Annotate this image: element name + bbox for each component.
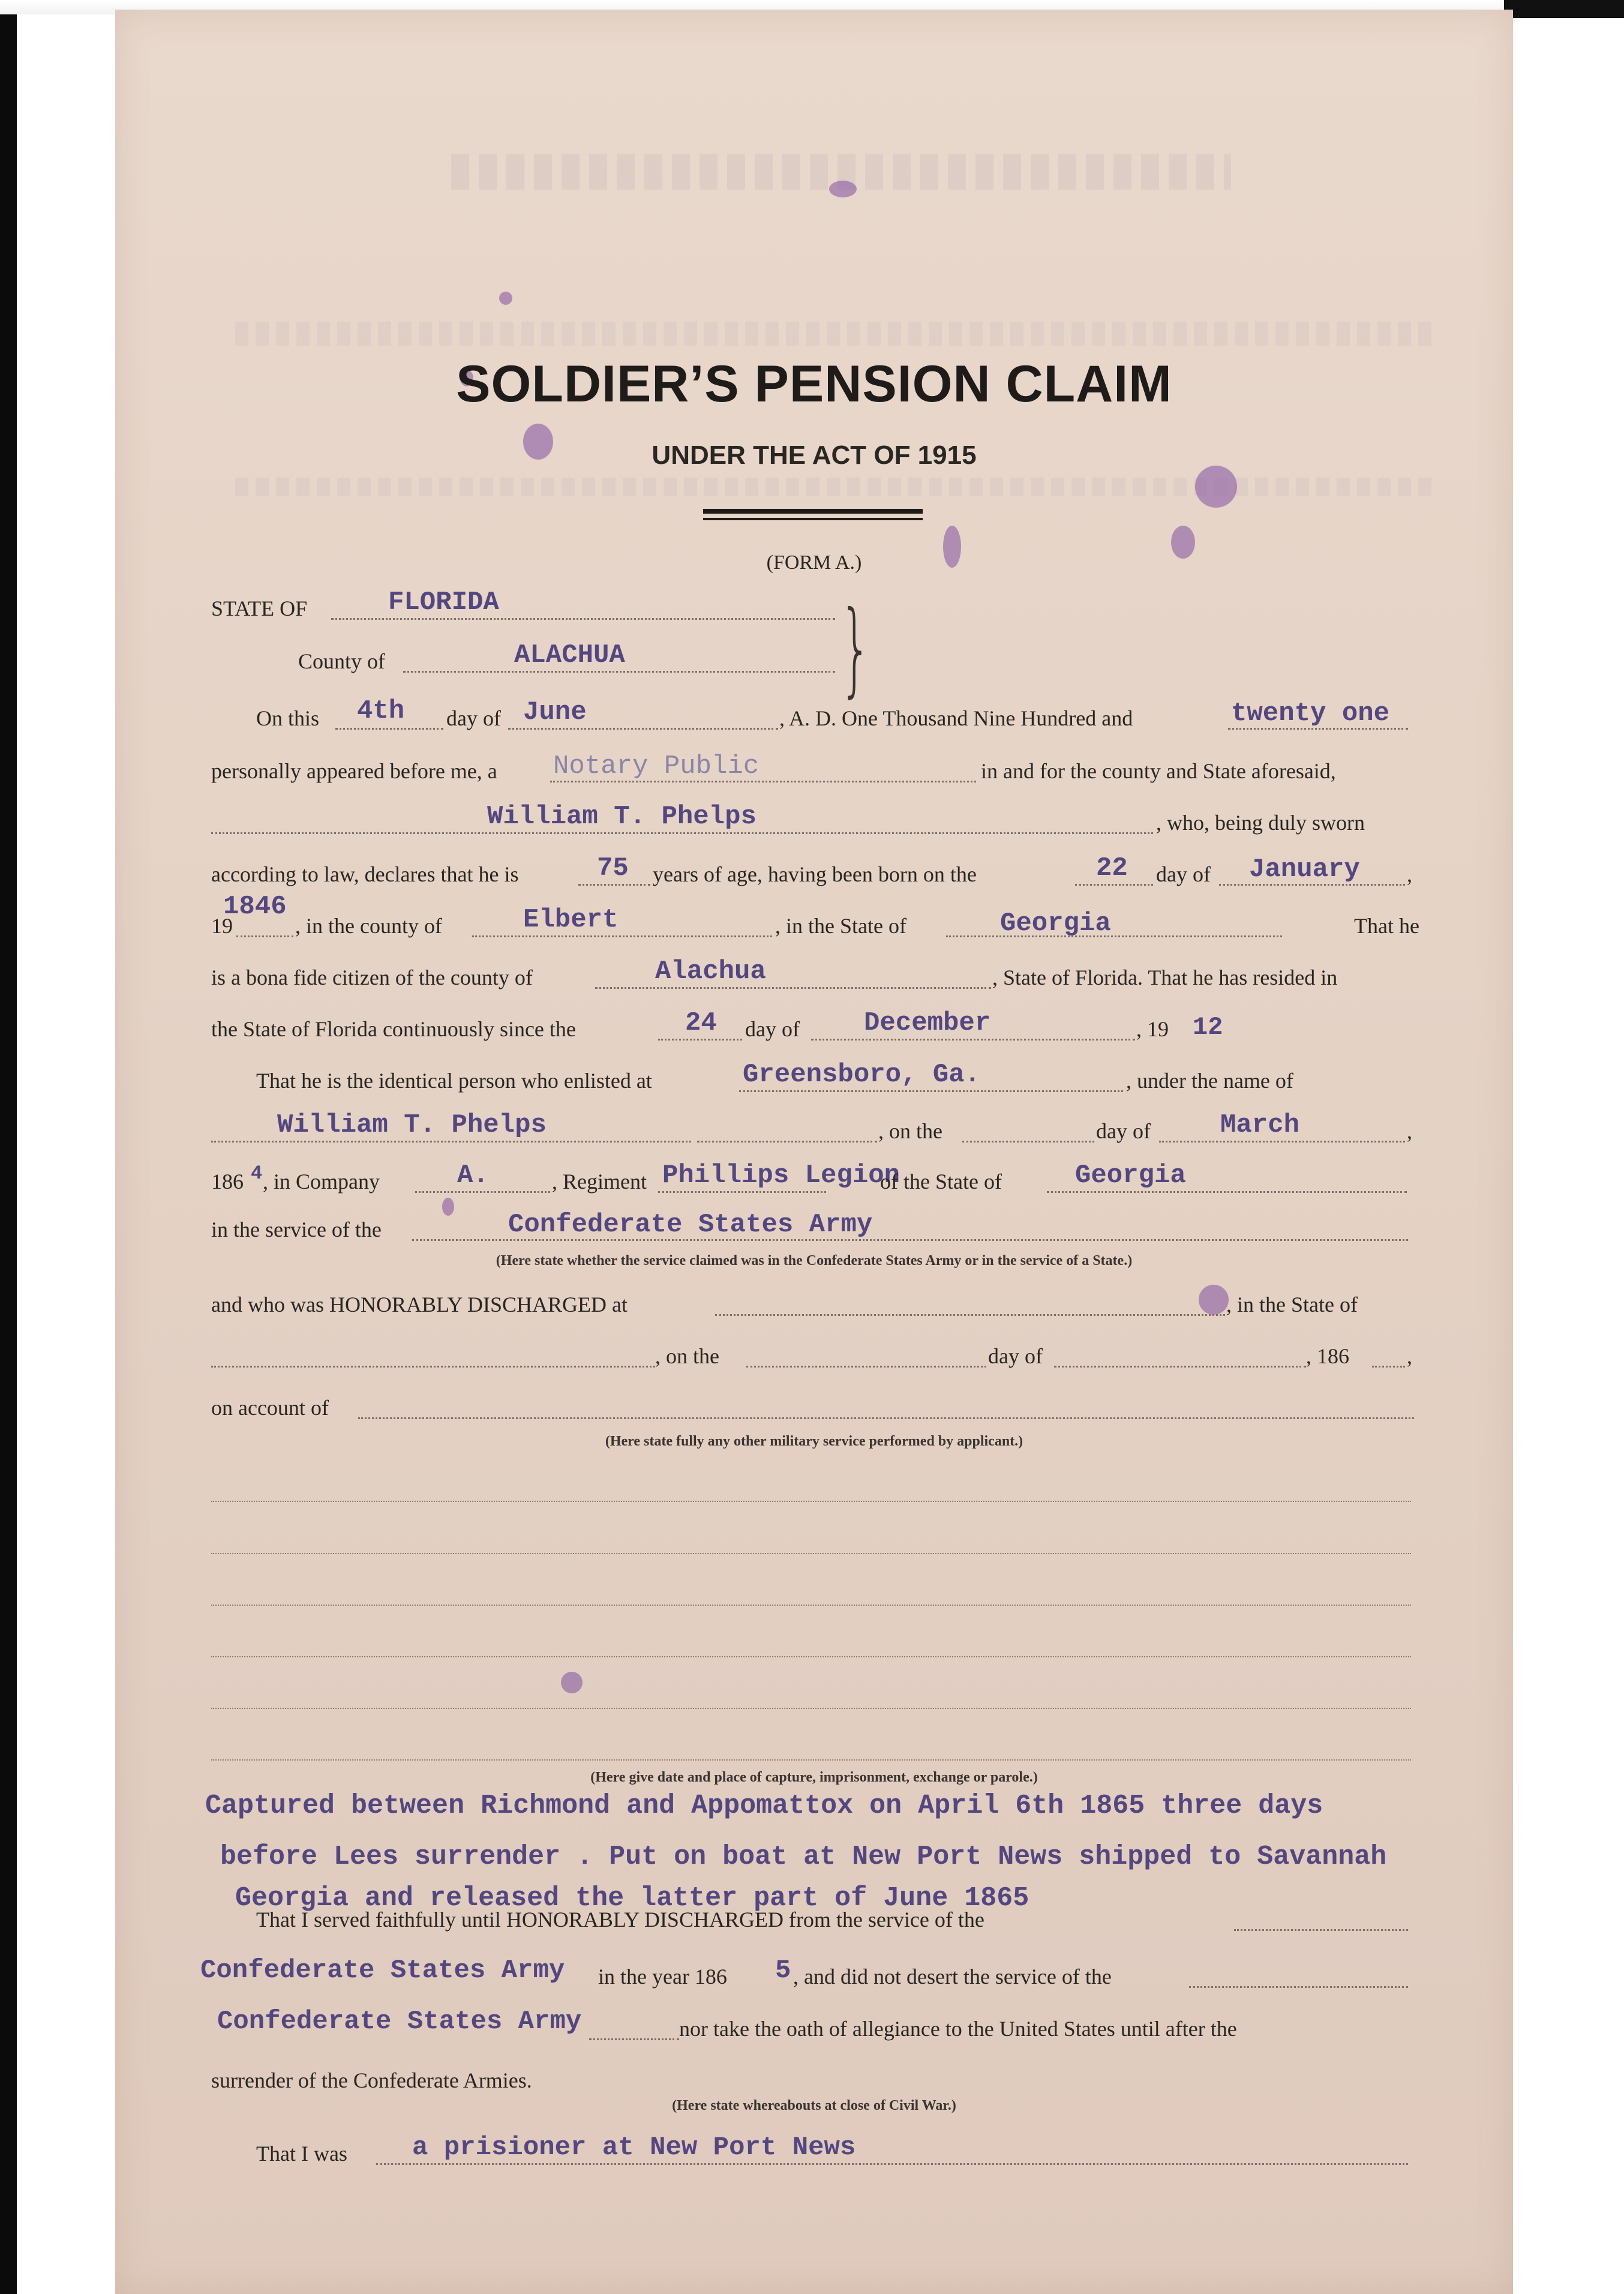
typed-year-words: twenty one [1231, 698, 1390, 728]
state-of-label: STATE OF [211, 596, 308, 620]
title-rule-thick [703, 509, 923, 514]
day-of-label: day of [1156, 862, 1211, 886]
bleed-through-texture [235, 478, 1435, 496]
typed-resided-year: 12 [1193, 1013, 1223, 1042]
fill-line [358, 1417, 1414, 1419]
date-line [211, 698, 1471, 734]
form-label: (FORM A.) [766, 551, 862, 574]
day-of-label: day of [1096, 1119, 1151, 1143]
according-label: according to law, declares that he is [211, 862, 519, 886]
bona-fide-label: is a bona fide citizen of the county of [211, 965, 533, 989]
fill-line [211, 1366, 655, 1368]
that-he-label: That he [1354, 914, 1419, 938]
fill-line [746, 1366, 986, 1368]
fill-line [962, 1141, 1094, 1142]
typed-capture-line-1: Captured between Richmond and Appomattox on April 6th 1865 three days [205, 1791, 1323, 1821]
ink-blot [499, 292, 512, 305]
typed-citizen-county: Alachua [655, 956, 766, 986]
typed-birth-day: 22 [1096, 853, 1128, 883]
document-subtitle: UNDER THE ACT OF 1915 [652, 440, 977, 470]
typed-capture-line-3: Georgia and released the latter part of June 1865 [235, 1883, 1029, 1914]
typed-day: 4th [357, 696, 405, 726]
fill-line [1054, 1366, 1306, 1368]
fill-line [595, 987, 991, 989]
typed-birth-county: Elbert [523, 905, 619, 935]
typed-served-year-digit: 5 [775, 1956, 791, 1986]
in-county-label: , in the county of [295, 914, 442, 938]
blank-line [211, 1759, 1411, 1761]
typed-birth-state: Georgia [1000, 908, 1111, 938]
fill-line [1372, 1366, 1405, 1368]
company-label: , in Company [263, 1170, 380, 1194]
scan-edge-left [0, 0, 17, 2294]
identical-label: That he is the identical person who enlisted at [256, 1069, 652, 1093]
typed-enlist-name: William T. Phelps [277, 1110, 547, 1140]
in-the-state-label: , in the State of [1226, 1293, 1358, 1317]
typed-capture-line-2: before Lees surrender . Put on boat at New Port News shipped to Savannah [220, 1842, 1387, 1872]
name-line [211, 803, 1411, 839]
birthplace-line [211, 892, 1419, 942]
ink-blot [561, 1672, 583, 1693]
fill-line [1075, 884, 1153, 886]
fill-line [715, 1314, 1225, 1316]
pension-claim-page [115, 10, 1513, 2294]
typed-state: FLORIDA [388, 587, 499, 617]
blank-line [211, 1708, 1411, 1709]
scan-edge-corner [1504, 0, 1624, 18]
fill-line [658, 1039, 742, 1040]
that-i-was-line [211, 2134, 1411, 2170]
blank-line [211, 1656, 1411, 1657]
typed-name: William T. Phelps [487, 802, 757, 832]
year-186-label-2: , 186 [1306, 1344, 1349, 1368]
day-of-label: day of [446, 706, 501, 730]
fill-line [331, 618, 835, 620]
service-line [211, 1210, 1411, 1246]
hint-capture: (Here give date and place of capture, imprisonment, exchange or parole.) [590, 1770, 1038, 1785]
on-this-label: On this [256, 706, 320, 730]
on-the-label-2: , on the [655, 1344, 719, 1368]
fill-line [335, 728, 443, 730]
blank-line [211, 1501, 1411, 1502]
bracket-brace: } [839, 589, 872, 708]
discharged-label: and who was HONORABLY DISCHARGED at [211, 1293, 628, 1317]
blank-line [211, 1553, 1411, 1554]
county-of-label: County of [298, 649, 386, 673]
citizen-line [211, 958, 1411, 994]
day-of-label: day of [745, 1017, 800, 1041]
not-desert-label: , and did not desert the service of the [793, 1965, 1112, 1989]
personally-label: personally appeared before me, a [211, 759, 497, 783]
typed-birth-month: January [1249, 854, 1360, 884]
fill-line [1159, 1141, 1405, 1142]
typed-birth-year: 1846 [223, 892, 287, 922]
typed-enlist-month: March [1220, 1110, 1300, 1140]
day-of-label-2: day of [988, 1344, 1043, 1368]
fill-line [508, 728, 778, 730]
fill-line [697, 1141, 877, 1142]
age-line: according to law, declares that he is 75 years of age, having been born on the 22 day of January , [211, 853, 1412, 886]
typed-service-state: Georgia [1075, 1161, 1186, 1191]
fill-line [578, 884, 650, 886]
county-line [211, 641, 1411, 677]
oath-line [211, 2009, 1411, 2045]
nineteen-label: 19 [211, 914, 233, 938]
continuously-label: the State of Florida continuously since the [211, 1017, 576, 1041]
typed-regiment: Phillips Legion [662, 1161, 900, 1191]
served-label: That I served faithfully until HONORABLY DISCHARGED from the service of the [256, 1908, 984, 1932]
ink-blot [829, 181, 857, 197]
fill-line [946, 935, 1282, 937]
on-account-line [211, 1388, 1411, 1424]
in-year-label: in the year 186 [598, 1965, 727, 1989]
fill-line [403, 671, 835, 673]
typed-service: Confederate States Army [508, 1210, 873, 1240]
typed-resided-day: 24 [685, 1008, 717, 1038]
hint-service: (Here state whether the service claimed was in the Confederate States Army or in the service of a State.) [496, 1253, 1133, 1269]
blank-line [211, 1605, 1411, 1606]
in-and-for-label: in and for the county and State aforesaid, [981, 759, 1336, 783]
typed-whereabouts: a prisioner at New Port News [412, 2133, 856, 2163]
discharge-date-line: , on the day of , 186 , [211, 1336, 1411, 1372]
fill-line [415, 1191, 550, 1193]
typed-county: ALACHUA [514, 640, 625, 670]
fill-line [472, 935, 772, 937]
document-title: SOLDIER’S PENSION CLAIM [456, 355, 1172, 413]
typed-enlisted-at: Greensboro, Ga. [743, 1060, 981, 1090]
fill-line [211, 1141, 691, 1142]
hint-other-service: (Here state fully any other military service performed by applicant.) [605, 1434, 1023, 1449]
ink-blot [1195, 466, 1237, 508]
in-service-label: in the service of the [211, 1218, 382, 1242]
fill-line [236, 935, 293, 937]
state-resided-label: , State of Florida. That he has resided in [992, 965, 1338, 989]
of-state-label: of the State of [880, 1170, 1002, 1194]
typed-enlist-year-digit: 4 [251, 1162, 263, 1185]
hint-whereabouts: (Here state whereabouts at close of Civil War.) [672, 2098, 956, 2113]
typed-served-in: Confederate States Army [200, 1956, 565, 1986]
title-rule-thin [703, 518, 923, 520]
nor-oath-label: nor take the oath of allegiance to the United States until after the [679, 2017, 1237, 2041]
fill-line [376, 2163, 1408, 2165]
fill-line [658, 1191, 826, 1193]
state-line [211, 589, 1411, 625]
typed-resided-month: December [864, 1008, 991, 1038]
year-186-label: 186 [211, 1170, 244, 1194]
fill-line [589, 2038, 679, 2040]
typed-not-desert-service: Confederate States Army [217, 2007, 582, 2037]
enlisted-line [211, 1061, 1411, 1097]
enlist-name-line: William T. Phelps , on the day of March , [211, 1111, 1411, 1147]
under-name-label: , under the name of [1126, 1069, 1293, 1093]
company-line [211, 1162, 1411, 1198]
in-state-label: , in the State of [775, 914, 906, 938]
typed-age: 75 [597, 853, 629, 883]
on-the-label: , on the [878, 1119, 942, 1143]
fill-line [1234, 1929, 1408, 1931]
on-account-label: on account of [211, 1396, 329, 1420]
fill-line [739, 1090, 1123, 1092]
years-label: years of age, having been born on the [653, 862, 977, 886]
typed-month: June [523, 697, 587, 727]
who-sworn-label: , who, being duly sworn [1156, 811, 1365, 835]
regiment-label: , Regiment [552, 1170, 647, 1194]
surrender-label: surrender of the Confederate Armies. [211, 2068, 532, 2092]
that-i-was-label: That I was [256, 2142, 347, 2166]
year-prefix-label: , 19 [1136, 1017, 1169, 1041]
fill-line [811, 1039, 1135, 1040]
ad-label: , A. D. One Thousand Nine Hundred and [779, 706, 1133, 730]
fill-line [211, 832, 1153, 834]
discharged-line [211, 1285, 1411, 1321]
fill-line [1189, 1986, 1408, 1988]
bleed-through-texture [235, 322, 1435, 346]
served-service-line [200, 1956, 1411, 1993]
typed-officer: Notary Public [553, 751, 760, 781]
surrender-line [211, 2061, 1411, 2097]
fill-line [1047, 1191, 1407, 1193]
notary-line [211, 751, 1411, 787]
resided-line [211, 1009, 1411, 1045]
served-line [211, 1900, 1411, 1936]
typed-company: A. [457, 1161, 489, 1191]
